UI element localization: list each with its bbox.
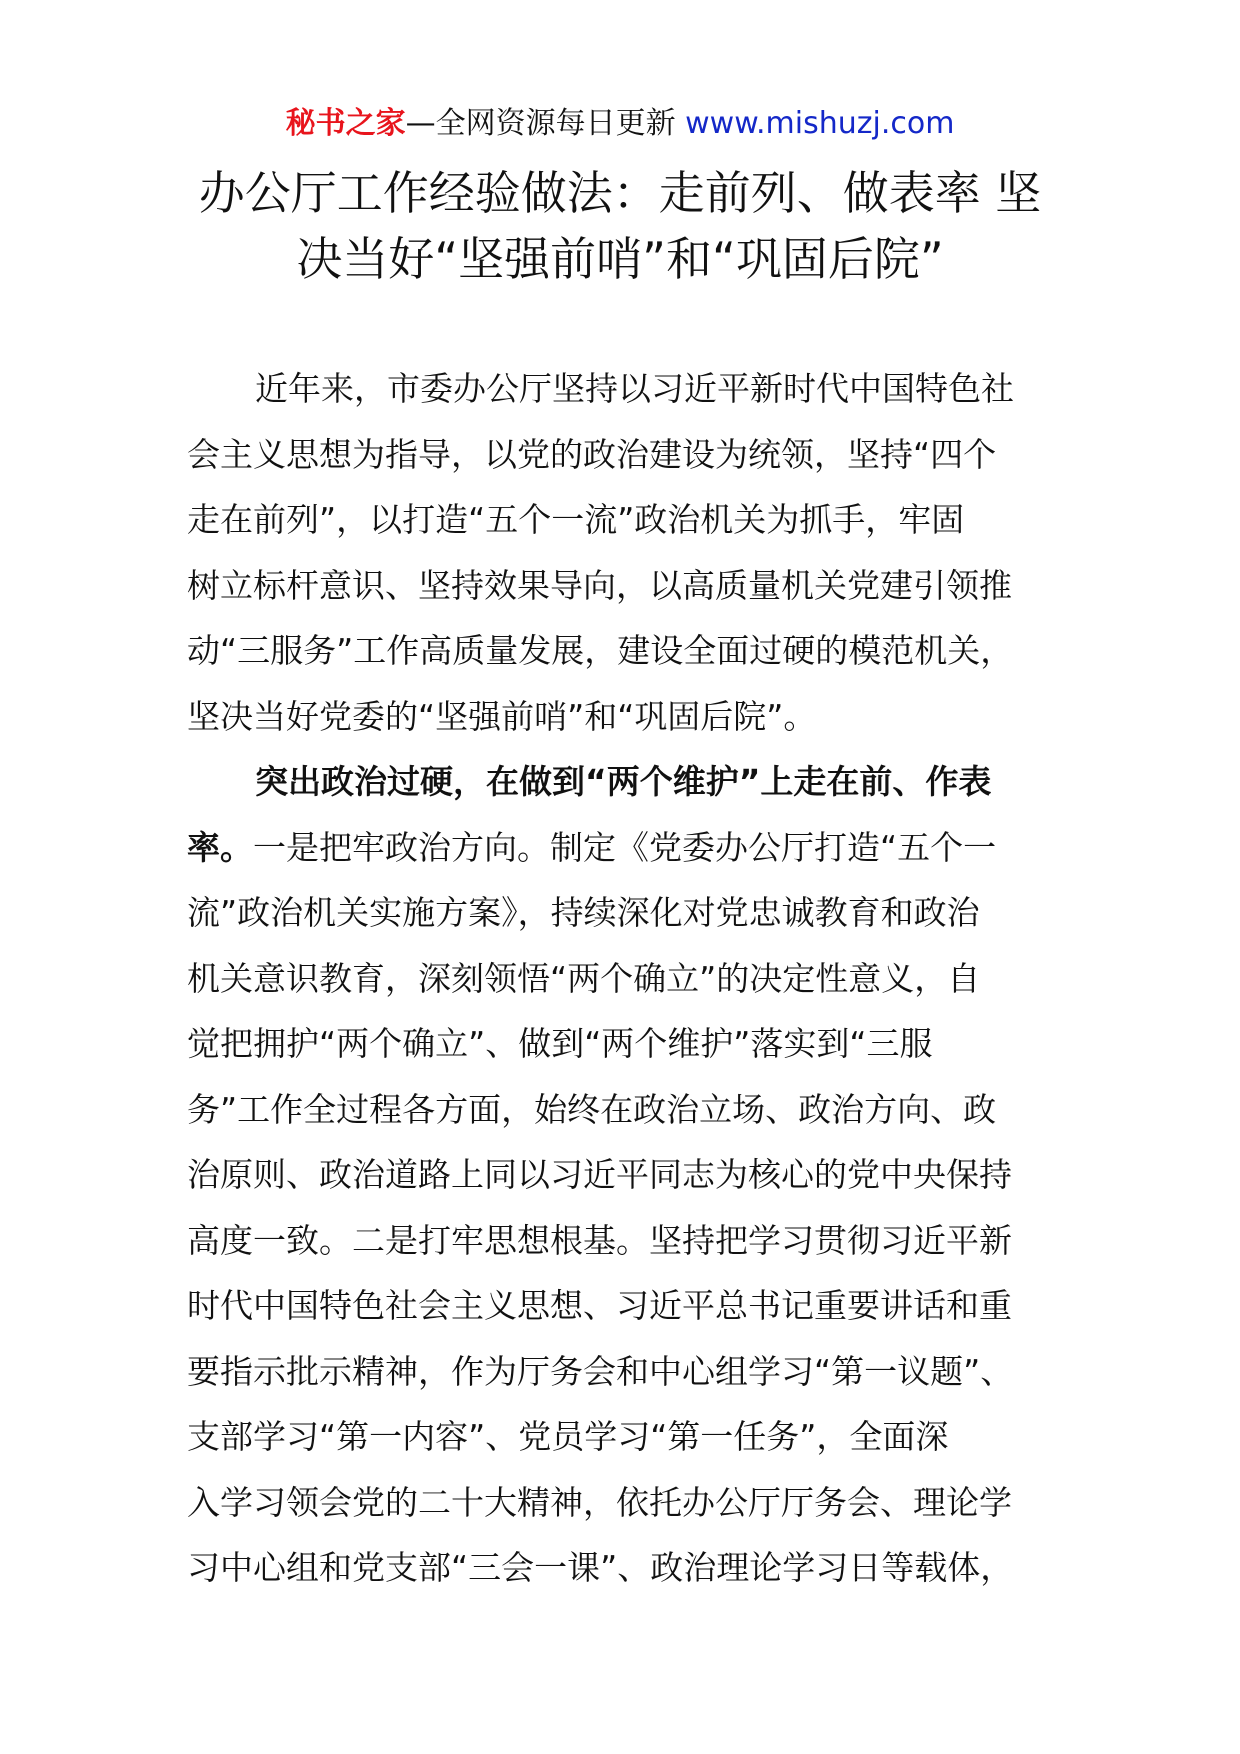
paragraph-2-line-5: 务”工作全过程各方面，始终在政治立场、政治方向、政 [187, 1089, 997, 1129]
paragraph-1-line-4: 树立标杆意识、坚持效果导向，以高质量机关党建引领推 [187, 565, 1012, 605]
paragraph-2-text-start: 一是把牢政治方向。制定《党委办公厅打造“五个一 [253, 827, 997, 867]
paragraph-2-line-2: 流”政治机关实施方案》，持续深化对党忠诚教育和政治 [187, 893, 980, 932]
paragraph-1-line-1: 近年来，市委办公厅坚持以习近平新时代中国特色社 [255, 369, 1014, 408]
document-body [187, 356, 1067, 1601]
paragraph-2-line-12: 习中心组和党支部“三会一课”、政治理论学习日等载体， [187, 1548, 1014, 1587]
paragraph-2-line-8: 时代中国特色社会主义思想、习近平总书记重要讲话和重 [187, 1286, 1012, 1325]
paragraph-2-line-6: 治原则、政治道路上同以习近平同志为核心的党中央保持 [187, 1155, 1012, 1194]
brand-name: 秘书之家 [285, 106, 406, 141]
paragraph-2-line-11: 入学习领会党的二十大精神，依托办公厅厅务会、理论学 [187, 1482, 1012, 1522]
paragraph-2-line-10: 支部学习“第一内容”、党员学习“第一任务”，全面深 [187, 1417, 949, 1456]
paragraph-1-line-6: 坚决当好党委的“坚强前哨”和“巩固后院”。 [187, 696, 817, 736]
paragraph-2-line-4: 觉把拥护“两个确立”、做到“两个维护”落实到“三服 [187, 1024, 933, 1063]
header-slogan: —全网资源每日更新 [405, 106, 676, 141]
document-title [0, 160, 1240, 292]
paragraph-2-line-3: 机关意识教育，深刻领悟“两个确立”的决定性意义，自 [187, 958, 981, 998]
paragraph-1-line-5: 动“三服务”工作高质量发展，建设全面过硬的模范机关， [187, 631, 1014, 670]
site-header [0, 102, 1240, 146]
title-line-1: 办公厅工作经验做法：走前列、做表率 坚 [198, 166, 1042, 220]
paragraph-2-line-9: 要指示批示精神，作为厅务会和中心组学习“第一议题”、 [187, 1351, 1014, 1391]
paragraph-2-line-1 [187, 815, 1067, 881]
site-url-link[interactable]: www.mishuzj.com [685, 106, 955, 141]
section-heading-line-1: 突出政治过硬，在做到“两个维护”上走在前、作表 [255, 762, 992, 801]
paragraph-2-line-7: 高度一致。二是打牢思想根基。坚持把学习贯彻习近平新 [187, 1220, 1012, 1260]
section-heading-line-2: 率。 [187, 827, 253, 867]
paragraph-1-line-3: 走在前列”，以打造“五个一流”政治机关为抓手，牢固 [187, 500, 965, 539]
paragraph-1-line-2: 会主义思想为指导，以党的政治建设为统领，坚持“四个 [187, 434, 997, 474]
title-line-2: 决当好“坚强前哨”和“巩固后院” [296, 232, 944, 286]
